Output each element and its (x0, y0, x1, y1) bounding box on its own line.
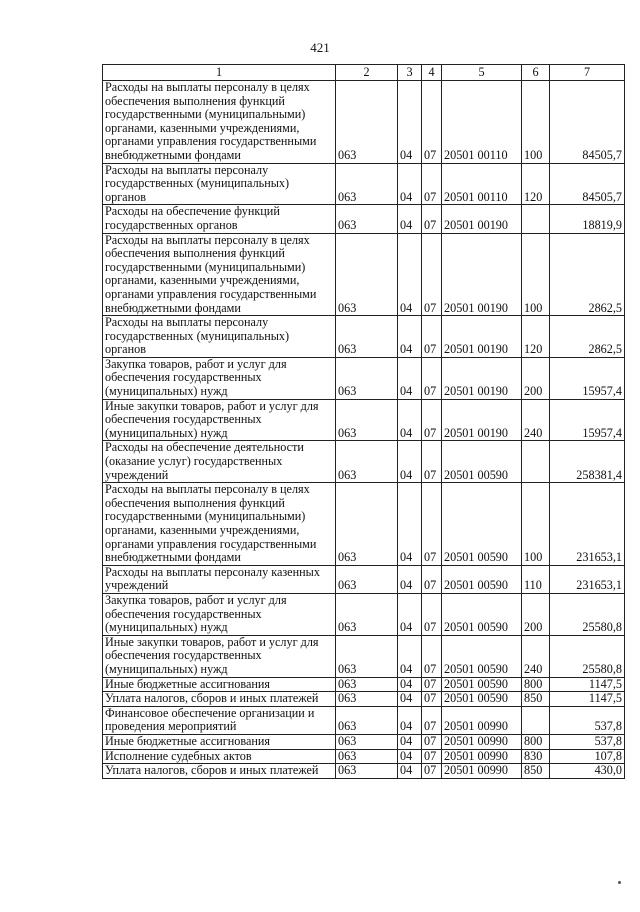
table-row (103, 734, 625, 749)
subsection-code-cell: 07 (422, 483, 442, 566)
table-row (103, 233, 625, 316)
table-row (103, 163, 625, 205)
ministry-code-cell: 063 (336, 565, 398, 593)
section-code-cell: 04 (398, 692, 422, 707)
expense-name-cell: Иные бюджетные ассигнования (103, 734, 336, 749)
subsection-code-cell: 07 (422, 706, 442, 734)
subsection-code-cell: 07 (422, 734, 442, 749)
column-header: 2 (336, 65, 398, 81)
ministry-code-cell: 063 (336, 706, 398, 734)
expense-name-cell: Расходы на выплаты персоналу государственных (муниципальных) органов (103, 316, 336, 358)
section-code-cell: 04 (398, 677, 422, 692)
amount-cell: 258381,4 (550, 441, 625, 483)
ministry-code-cell: 063 (336, 677, 398, 692)
ministry-code-cell: 063 (336, 399, 398, 441)
target-article-cell: 20501 00590 (442, 692, 522, 707)
expense-type-cell: 200 (522, 593, 550, 635)
table-row (103, 692, 625, 707)
expense-name-cell: Расходы на выплаты персоналу государственных (муниципальных) органов (103, 163, 336, 205)
table-row (103, 593, 625, 635)
subsection-code-cell: 07 (422, 692, 442, 707)
target-article-cell: 20501 00990 (442, 764, 522, 779)
ministry-code-cell: 063 (336, 205, 398, 233)
target-article-cell: 20501 00990 (442, 749, 522, 764)
expense-type-cell: 120 (522, 316, 550, 358)
amount-cell: 84505,7 (550, 163, 625, 205)
table-row (103, 357, 625, 399)
amount-cell: 2862,5 (550, 316, 625, 358)
section-code-cell: 04 (398, 233, 422, 316)
amount-cell: 537,8 (550, 706, 625, 734)
amount-cell: 107,8 (550, 749, 625, 764)
ministry-code-cell: 063 (336, 233, 398, 316)
subsection-code-cell: 07 (422, 233, 442, 316)
expense-type-cell: 800 (522, 677, 550, 692)
amount-cell: 537,8 (550, 734, 625, 749)
table-row (103, 706, 625, 734)
amount-cell: 15957,4 (550, 357, 625, 399)
ministry-code-cell: 063 (336, 734, 398, 749)
amount-cell: 1147,5 (550, 677, 625, 692)
expense-type-cell: 110 (522, 565, 550, 593)
expense-type-cell: 120 (522, 163, 550, 205)
subsection-code-cell: 07 (422, 441, 442, 483)
expense-type-cell (522, 441, 550, 483)
section-code-cell: 04 (398, 706, 422, 734)
section-code-cell: 04 (398, 81, 422, 164)
target-article-cell: 20501 00590 (442, 565, 522, 593)
target-article-cell: 20501 00110 (442, 163, 522, 205)
ministry-code-cell: 063 (336, 357, 398, 399)
column-header: 7 (550, 65, 625, 81)
expense-name-cell: Иные закупки товаров, работ и услуг для обеспечения государственных (муниципальных) нужд (103, 635, 336, 677)
expense-type-cell: 100 (522, 233, 550, 316)
expense-name-cell: Расходы на обеспечение деятельности (оказание услуг) государственных учреждений (103, 441, 336, 483)
subsection-code-cell: 07 (422, 399, 442, 441)
section-code-cell: 04 (398, 593, 422, 635)
page-number: 421 (310, 40, 330, 55)
target-article-cell: 20501 00590 (442, 635, 522, 677)
expense-name-cell: Иные бюджетные ассигнования (103, 677, 336, 692)
subsection-code-cell: 07 (422, 749, 442, 764)
table-row (103, 677, 625, 692)
table-header-row (103, 65, 625, 81)
ministry-code-cell: 063 (336, 316, 398, 358)
table-row (103, 205, 625, 233)
expense-type-cell: 200 (522, 357, 550, 399)
subsection-code-cell: 07 (422, 764, 442, 779)
expense-type-cell: 850 (522, 764, 550, 779)
target-article-cell: 20501 00990 (442, 734, 522, 749)
target-article-cell: 20501 00190 (442, 205, 522, 233)
table-row (103, 441, 625, 483)
ministry-code-cell: 063 (336, 81, 398, 164)
table-row (103, 81, 625, 164)
expense-name-cell: Расходы на выплаты персоналу казенных учреждений (103, 565, 336, 593)
target-article-cell: 20501 00990 (442, 706, 522, 734)
table-row (103, 764, 625, 779)
section-code-cell: 04 (398, 565, 422, 593)
ministry-code-cell: 063 (336, 593, 398, 635)
ministry-code-cell: 063 (336, 692, 398, 707)
column-header: 1 (103, 65, 336, 81)
subsection-code-cell: 07 (422, 163, 442, 205)
ministry-code-cell: 063 (336, 635, 398, 677)
section-code-cell: 04 (398, 357, 422, 399)
subsection-code-cell: 07 (422, 635, 442, 677)
table-row (103, 316, 625, 358)
column-header: 3 (398, 65, 422, 81)
page-speck (618, 881, 621, 884)
table-row (103, 749, 625, 764)
amount-cell: 231653,1 (550, 565, 625, 593)
subsection-code-cell: 07 (422, 316, 442, 358)
expense-type-cell (522, 205, 550, 233)
ministry-code-cell: 063 (336, 764, 398, 779)
section-code-cell: 04 (398, 399, 422, 441)
expense-name-cell: Финансовое обеспечение организации и проведения мероприятий (103, 706, 336, 734)
expense-type-cell: 100 (522, 483, 550, 566)
section-code-cell: 04 (398, 635, 422, 677)
ministry-code-cell: 063 (336, 749, 398, 764)
target-article-cell: 20501 00590 (442, 677, 522, 692)
target-article-cell: 20501 00110 (442, 81, 522, 164)
table-row (103, 483, 625, 566)
table-row (103, 635, 625, 677)
expense-name-cell: Уплата налогов, сборов и иных платежей (103, 764, 336, 779)
target-article-cell: 20501 00590 (442, 441, 522, 483)
table-row (103, 565, 625, 593)
expense-type-cell: 830 (522, 749, 550, 764)
ministry-code-cell: 063 (336, 441, 398, 483)
section-code-cell: 04 (398, 316, 422, 358)
amount-cell: 25580,8 (550, 593, 625, 635)
amount-cell: 430,0 (550, 764, 625, 779)
amount-cell: 25580,8 (550, 635, 625, 677)
amount-cell: 84505,7 (550, 81, 625, 164)
column-header: 6 (522, 65, 550, 81)
column-header: 4 (422, 65, 442, 81)
amount-cell: 15957,4 (550, 399, 625, 441)
subsection-code-cell: 07 (422, 565, 442, 593)
amount-cell: 1147,5 (550, 692, 625, 707)
section-code-cell: 04 (398, 205, 422, 233)
target-article-cell: 20501 00190 (442, 316, 522, 358)
target-article-cell: 20501 00190 (442, 357, 522, 399)
expense-type-cell: 240 (522, 635, 550, 677)
subsection-code-cell: 07 (422, 677, 442, 692)
expense-name-cell: Расходы на выплаты персоналу в целях обеспечения выполнения функций государственными (муниципальными) органами, казенными учреждениями, органами управления государственными внебюджетными фондами (103, 483, 336, 566)
expense-type-cell: 850 (522, 692, 550, 707)
target-article-cell: 20501 00590 (442, 593, 522, 635)
section-code-cell: 04 (398, 764, 422, 779)
ministry-code-cell: 063 (336, 483, 398, 566)
column-header: 5 (442, 65, 522, 81)
section-code-cell: 04 (398, 441, 422, 483)
amount-cell: 18819,9 (550, 205, 625, 233)
subsection-code-cell: 07 (422, 81, 442, 164)
target-article-cell: 20501 00190 (442, 233, 522, 316)
target-article-cell: 20501 00190 (442, 399, 522, 441)
section-code-cell: 04 (398, 163, 422, 205)
expense-type-cell: 100 (522, 81, 550, 164)
expense-name-cell: Закупка товаров, работ и услуг для обеспечения государственных (муниципальных) нужд (103, 593, 336, 635)
section-code-cell: 04 (398, 483, 422, 566)
subsection-code-cell: 07 (422, 205, 442, 233)
ministry-code-cell: 063 (336, 163, 398, 205)
expense-name-cell: Иные закупки товаров, работ и услуг для обеспечения государственных (муниципальных) нужд (103, 399, 336, 441)
expense-type-cell (522, 706, 550, 734)
subsection-code-cell: 07 (422, 357, 442, 399)
budget-table (102, 64, 625, 779)
expense-name-cell: Расходы на обеспечение функций государственных органов (103, 205, 336, 233)
expense-name-cell: Уплата налогов, сборов и иных платежей (103, 692, 336, 707)
expense-name-cell: Закупка товаров, работ и услуг для обеспечения государственных (муниципальных) нужд (103, 357, 336, 399)
expense-type-cell: 240 (522, 399, 550, 441)
target-article-cell: 20501 00590 (442, 483, 522, 566)
expense-name-cell: Расходы на выплаты персоналу в целях обеспечения выполнения функций государственными (муниципальными) органами, казенными учреждениями, органами управления государственными внебюджетными фондами (103, 81, 336, 164)
expense-name-cell: Расходы на выплаты персоналу в целях обеспечения выполнения функций государственными (муниципальными) органами, казенными учреждениями, органами управления государственными внебюджетными фондами (103, 233, 336, 316)
expense-name-cell: Исполнение судебных актов (103, 749, 336, 764)
subsection-code-cell: 07 (422, 593, 442, 635)
expense-type-cell: 800 (522, 734, 550, 749)
amount-cell: 231653,1 (550, 483, 625, 566)
section-code-cell: 04 (398, 749, 422, 764)
amount-cell: 2862,5 (550, 233, 625, 316)
section-code-cell: 04 (398, 734, 422, 749)
table-row (103, 399, 625, 441)
